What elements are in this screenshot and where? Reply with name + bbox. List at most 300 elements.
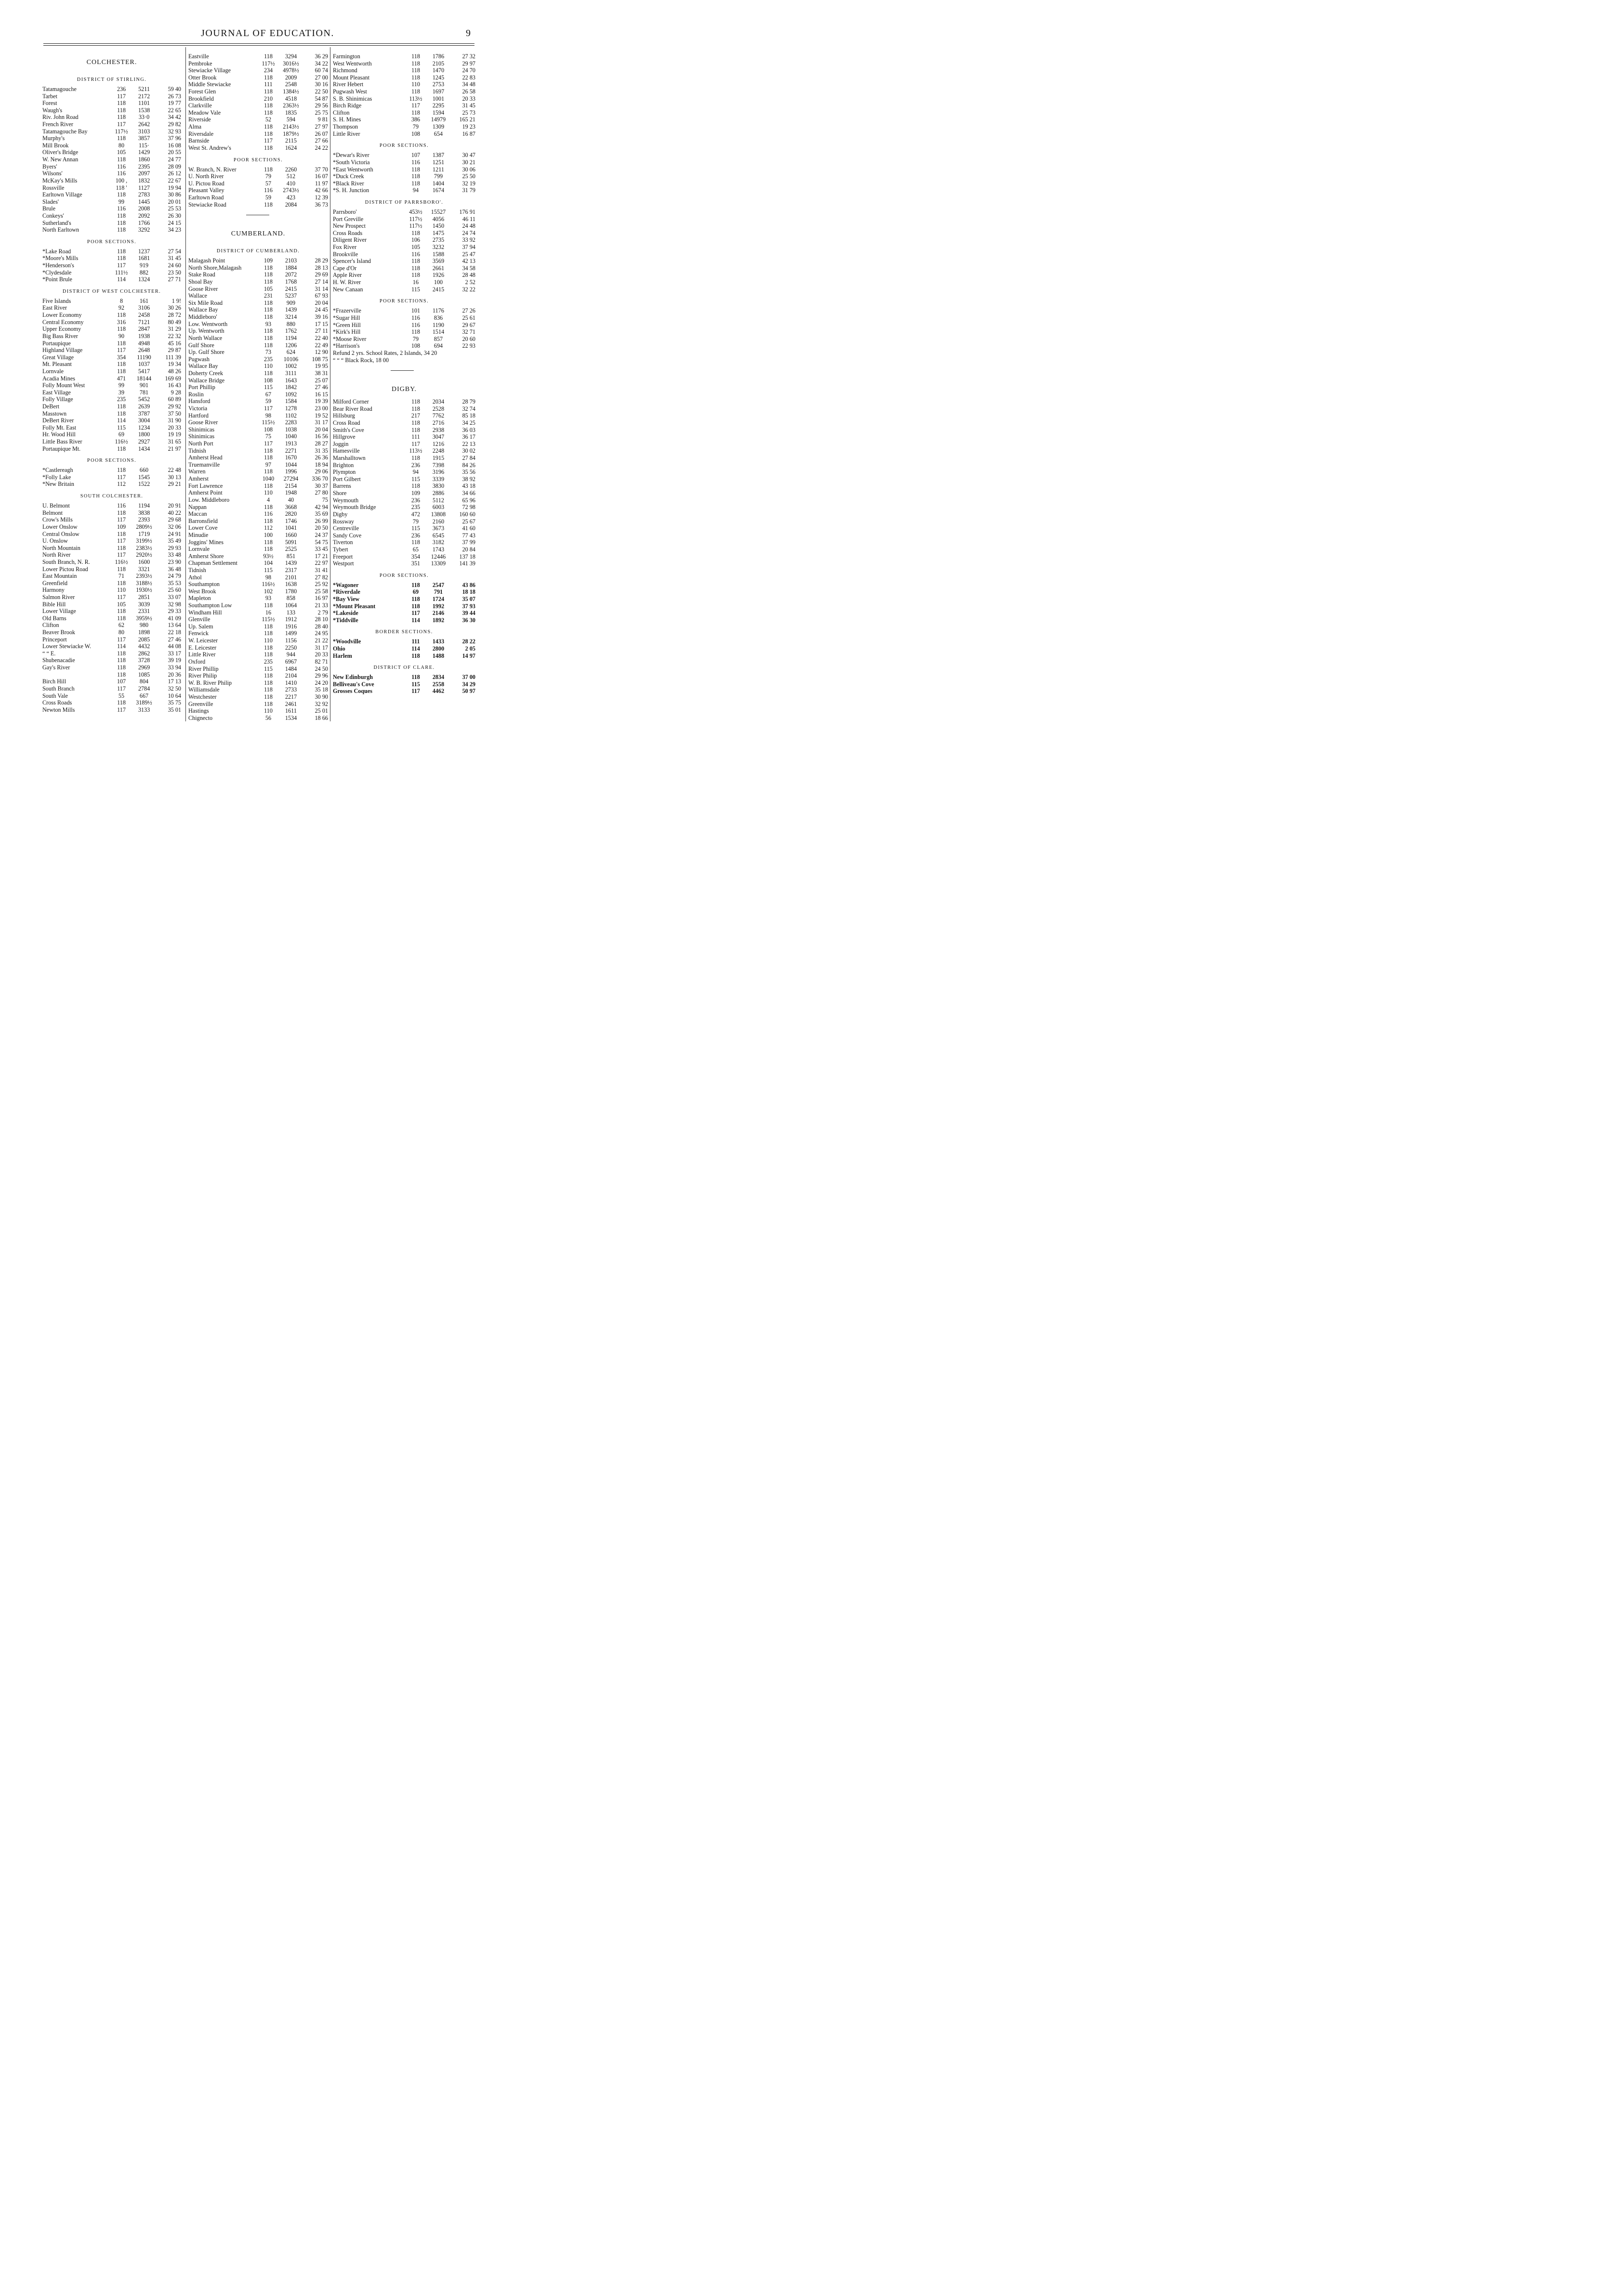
school-section-name: Port Phillip [188, 384, 215, 391]
days-taught: 62 [118, 622, 125, 629]
table-row [333, 455, 475, 462]
school-section-name: Cross Road [333, 419, 360, 426]
amount-paid: 17 21 [315, 552, 328, 560]
table-row [333, 222, 475, 230]
grand-total-days: 2271 [285, 447, 297, 454]
grand-total-days: 1545 [138, 473, 150, 481]
amount-paid: 20 04 [315, 426, 328, 433]
school-section-name: Rossville [42, 184, 65, 191]
school-section-name: Murphy's [42, 135, 65, 142]
grand-total-days: 851 [286, 552, 296, 560]
amount-paid: 30 13 [168, 473, 181, 481]
days-taught: 69 [412, 588, 419, 596]
table-row [188, 187, 328, 194]
amount-paid: 34 58 [462, 264, 475, 272]
amount-paid: 30 90 [315, 693, 328, 700]
table-row [42, 121, 181, 128]
school-section-name: *New Britain [42, 481, 75, 488]
days-taught: 118 [117, 657, 126, 664]
grand-total-days: 1176 [433, 307, 444, 314]
days-taught: 117 [117, 594, 126, 600]
grand-total-days: 1681 [138, 255, 150, 262]
grand-total-days: 1762 [285, 327, 297, 335]
school-section-name: Wallace [188, 292, 207, 300]
table-row [188, 363, 328, 370]
amount-paid: 141 39 [459, 560, 475, 567]
days-taught: 59 [265, 194, 272, 201]
table-row [333, 166, 475, 173]
grand-total-days: 857 [434, 335, 443, 342]
table-row [188, 292, 328, 300]
amount-paid: 29 96 [315, 672, 328, 679]
school-section-name: Greenfield [42, 579, 68, 587]
days-taught: 118 [264, 482, 273, 489]
county-heading: COLCHESTER. [86, 59, 137, 66]
days-taught: 235 [263, 355, 273, 363]
school-section-name: Doherty Creek [188, 369, 224, 377]
days-taught: 117½ [409, 222, 422, 230]
school-section-name: Diligent River [333, 236, 367, 244]
amount-paid: 27 97 [315, 123, 328, 130]
school-section-name: *East Wentworth [333, 166, 373, 173]
days-taught: 118 [117, 445, 126, 452]
amount-paid: 33 17 [168, 650, 181, 657]
grand-total-days: 1996 [285, 468, 297, 475]
days-taught: 118 ' [116, 184, 127, 191]
grand-total-days: 1102 [285, 412, 297, 419]
amount-paid: 9 81 [317, 116, 328, 123]
days-taught: 118 [264, 468, 273, 475]
days-taught: 80 [118, 142, 125, 149]
school-section-name: Chapman Settlement [188, 560, 237, 567]
section-heading: POOR SECTIONS. [87, 458, 137, 464]
refund-note: Refund 2 yrs. School Rates, 2 Islands, 34 20 [333, 349, 437, 356]
grand-total-days: 2295 [432, 102, 445, 109]
days-taught: 1040 [262, 475, 275, 483]
school-section-name: Victoria [188, 404, 208, 412]
days-taught: 108 [263, 377, 273, 384]
days-taught: 118 [264, 679, 273, 686]
grand-total-days: 1768 [285, 278, 297, 286]
grand-total-days: 1434 [138, 445, 150, 452]
amount-paid: 35 75 [168, 699, 181, 706]
page-header [0, 28, 535, 42]
school-section-name: Alma [188, 123, 202, 130]
amount-paid: 32 92 [315, 700, 328, 707]
grand-total-days: 2547 [432, 581, 445, 588]
table-row [188, 349, 328, 356]
grand-total-days: 1697 [432, 88, 445, 95]
grand-total-days: 3189½ [136, 699, 152, 706]
school-section-name: River Phillip [188, 665, 219, 672]
grand-total-days: 1670 [285, 454, 297, 461]
days-taught: 118 [117, 699, 126, 706]
table-row [188, 370, 328, 377]
grand-total-days: 15527 [431, 208, 446, 215]
amount-paid: 33 92 [462, 236, 475, 244]
table-row [42, 326, 181, 333]
school-section-name: Mt. Pleasant [42, 361, 72, 368]
days-taught: 118 [411, 258, 420, 265]
grand-total-days: 3292 [138, 226, 150, 234]
table-row [333, 173, 475, 180]
grand-total-days: 2834 [432, 674, 445, 681]
amount-paid: 21 22 [315, 637, 328, 644]
table-row [333, 236, 475, 244]
days-taught: 118 [264, 264, 273, 271]
days-taught: 236 [411, 461, 421, 469]
amount-paid: 33 48 [168, 551, 181, 559]
school-section-name: Up. Gulf Shore [188, 349, 224, 356]
school-section-name: Wallace Bay [188, 363, 218, 370]
school-section-name: South Branch, N. R. [42, 558, 90, 565]
amount-paid: 42 13 [462, 258, 475, 265]
amount-paid: 29 97 [462, 60, 475, 67]
grand-total-days: 4948 [138, 339, 150, 347]
school-section-name: Tybert [333, 546, 348, 553]
days-taught: 118 [411, 109, 420, 116]
amount-paid: 12 39 [315, 194, 328, 201]
grand-total-days: 3728 [138, 657, 150, 664]
school-section-name: Conkeys' [42, 212, 64, 219]
school-section-name: Central Onslow [42, 530, 79, 537]
days-taught: 109 [263, 257, 273, 264]
school-section-name: Amherst Head [188, 454, 223, 461]
amount-paid: 59 40 [168, 86, 181, 92]
days-taught: 79 [265, 173, 272, 180]
school-section-name: Harlem [333, 652, 352, 659]
table-row [333, 244, 475, 251]
days-taught: 118 [117, 361, 126, 368]
grand-total-days: 40 [288, 496, 294, 503]
school-section-name: Up. Salem [188, 623, 213, 630]
amount-paid: 29 33 [168, 608, 181, 615]
school-section-name: Port Greville [333, 215, 364, 222]
amount-paid: 16 97 [315, 595, 328, 602]
days-taught: 118 [264, 74, 273, 81]
grand-total-days: 1674 [432, 187, 445, 194]
table-row [188, 109, 328, 117]
grand-total-days: 1915 [432, 455, 445, 462]
days-taught: 107 [117, 678, 126, 685]
school-section-name: Brule [42, 205, 56, 212]
amount-paid: 16 07 [315, 173, 328, 180]
school-section-name: Mill Brook [42, 142, 69, 149]
school-section-name: Old Barns [42, 614, 66, 622]
amount-paid: 31 65 [168, 438, 181, 445]
table-row [42, 608, 181, 615]
grand-total-days: 7762 [432, 412, 445, 419]
table-row [188, 391, 328, 398]
amount-paid: 25 73 [462, 109, 475, 116]
amount-paid: 19 23 [462, 123, 475, 130]
table-row [188, 377, 328, 384]
school-section-name: DeBert River [42, 417, 74, 424]
grand-total-days: 3294 [285, 53, 297, 60]
grand-total-days: 2393½ [136, 573, 152, 580]
grand-total-days: 2716 [432, 419, 445, 426]
table-row [188, 116, 328, 123]
column-3 [333, 53, 475, 695]
days-taught: 105 [117, 149, 126, 156]
school-section-name: Centreville [333, 525, 359, 532]
table-row [42, 587, 181, 594]
days-taught: 102 [263, 587, 273, 595]
amount-paid: 30 37 [315, 482, 328, 489]
school-section-name: Athol [188, 574, 202, 581]
table-row [42, 170, 181, 177]
amount-paid: 31 17 [315, 419, 328, 426]
table-row [42, 685, 181, 692]
grand-total-days: 2753 [432, 81, 445, 88]
school-section-name: Southampton [188, 581, 220, 588]
amount-paid: 29 69 [315, 271, 328, 278]
table-row [333, 53, 475, 60]
school-section-name: W. New Annan [42, 156, 79, 163]
table-row [188, 67, 328, 74]
table-row [333, 328, 475, 336]
table-row [188, 609, 328, 616]
grand-total-days: 1190 [433, 321, 444, 328]
days-taught: 117 [117, 685, 126, 692]
days-taught: 210 [263, 95, 273, 102]
table-row [333, 180, 475, 187]
table-row [42, 212, 181, 220]
days-taught: 118 [117, 248, 126, 255]
amount-paid: 24 70 [462, 67, 475, 74]
school-section-name: Lower Stewiacke W. [42, 643, 92, 650]
grand-total-days: 161 [139, 297, 149, 304]
grand-total-days: 660 [139, 467, 149, 474]
table-row [188, 532, 328, 539]
school-section-name: Pugwash [188, 355, 210, 363]
days-taught: 109 [411, 490, 421, 497]
days-taught: 117 [117, 537, 126, 545]
grand-total-days: 2525 [285, 546, 297, 553]
days-taught: 118 [264, 538, 273, 546]
days-taught: 354 [411, 553, 421, 560]
table-row [188, 489, 328, 496]
school-section-name: “ “ E. [42, 650, 56, 657]
grand-total-days: 2862 [138, 650, 150, 657]
table-row [188, 701, 328, 708]
table-row [333, 230, 475, 237]
table-row [42, 657, 181, 664]
grand-total-days: 2034 [432, 398, 445, 405]
days-taught: 118 [264, 672, 273, 679]
school-section-name: Forest [42, 100, 57, 107]
amount-paid: 36 03 [462, 426, 475, 433]
table-row [188, 264, 328, 272]
school-section-name: *S. H. Junction [333, 187, 369, 194]
school-section-name: H. W. River [333, 279, 361, 286]
amount-paid: 25 60 [168, 587, 181, 594]
table-row [42, 403, 181, 410]
days-taught: 108 [411, 342, 421, 350]
grand-total-days: 1211 [433, 166, 444, 173]
grand-total-days: 2784 [138, 685, 150, 692]
amount-paid: 31 35 [315, 447, 328, 454]
amount-paid: 34 25 [462, 419, 475, 426]
school-section-name: Acadia Mines [42, 375, 76, 382]
table-row [188, 672, 328, 679]
grand-total-days: 410 [286, 180, 296, 187]
grand-total-days: 2809½ [136, 523, 152, 530]
school-section-name: Amherst Shore [188, 552, 224, 560]
days-taught: 118 [411, 166, 420, 173]
amount-paid: 22 49 [315, 341, 328, 349]
days-taught: 118 [117, 410, 126, 417]
grand-total-days: 1433 [432, 638, 445, 645]
school-section-name: Upper Economy [42, 326, 81, 333]
table-row [188, 81, 328, 88]
amount-paid: 16 87 [462, 130, 475, 137]
grand-total-days: 3787 [138, 410, 150, 417]
days-taught: 118 [411, 60, 420, 67]
school-section-name: McKay's Mills [42, 177, 78, 184]
school-section-name: Central Economy [42, 318, 84, 326]
amount-paid: 20 50 [315, 524, 328, 532]
days-taught: 115 [411, 475, 420, 483]
grand-total-days: 944 [286, 651, 296, 658]
amount-paid: 27 14 [315, 278, 328, 286]
amount-paid: 38 92 [462, 475, 475, 483]
amount-paid: 39 44 [462, 610, 475, 617]
table-row [188, 321, 328, 328]
table-row [42, 615, 181, 622]
table-row [42, 163, 181, 170]
grand-total-days: 3106 [138, 304, 150, 312]
days-taught: 118 [264, 102, 273, 109]
amount-paid: 27 80 [315, 489, 328, 496]
table-row [333, 525, 475, 532]
table-row [42, 354, 181, 361]
grand-total-days: 901 [139, 382, 149, 389]
amount-paid: 20 33 [462, 95, 475, 102]
days-taught: 115 [411, 680, 420, 688]
grand-total-days: 2639 [138, 403, 150, 410]
amount-paid: 21 33 [315, 602, 328, 609]
days-taught: 118 [411, 426, 420, 433]
days-taught: 110 [264, 489, 273, 496]
amount-paid: 22 97 [315, 560, 328, 567]
amount-paid: 48 26 [168, 367, 181, 375]
school-section-name: South Branch [42, 685, 75, 692]
grand-total-days: 1237 [138, 248, 150, 255]
school-section-name: Tidnish [188, 447, 206, 454]
grand-total-days: 1800 [138, 431, 150, 438]
school-section-name: Tarbet [42, 92, 57, 100]
grand-total-days: 3838 [138, 509, 150, 516]
table-row [333, 588, 475, 596]
amount-paid: 23 90 [168, 558, 181, 565]
table-row [333, 603, 475, 610]
table-row [42, 678, 181, 685]
grand-total-days: 2115 [285, 137, 297, 144]
days-taught: 116 [117, 170, 126, 177]
section-heading: DISTRICT OF STIRLING. [77, 77, 147, 82]
amount-paid: 28 10 [315, 616, 328, 623]
school-section-name: Highland Village [42, 347, 83, 354]
school-section-name: Shubenacadie [42, 657, 75, 664]
grand-total-days: 2217 [285, 693, 297, 700]
grand-total-days: 880 [286, 320, 296, 327]
days-taught: 117 [117, 636, 126, 643]
days-taught: 118 [411, 67, 420, 74]
days-taught: 100 , [115, 177, 128, 184]
amount-paid: 22 67 [168, 177, 181, 184]
grand-total-days: 3959½ [136, 614, 152, 622]
school-section-name: Amherst Point [188, 489, 223, 496]
table-row [188, 271, 328, 278]
days-taught: 113½ [409, 95, 422, 102]
days-taught: 116½ [115, 558, 128, 565]
amount-paid: 25 67 [462, 518, 475, 525]
grand-total-days: 4056 [432, 215, 445, 222]
amount-paid: 80 49 [168, 318, 181, 326]
table-row [42, 128, 181, 135]
table-row [42, 319, 181, 326]
grand-total-days: 3668 [285, 503, 297, 510]
amount-paid: 24 37 [315, 531, 328, 538]
school-section-name: North River [42, 551, 71, 559]
school-section-name: French River [42, 121, 73, 128]
school-section-name: Lornvale [42, 367, 64, 375]
school-section-name: Pleasant Valley [188, 187, 224, 194]
days-taught: 118 [411, 53, 420, 60]
days-taught: 316 [117, 318, 126, 326]
grand-total-days: 5417 [138, 367, 150, 375]
table-row [188, 300, 328, 307]
table-row [188, 623, 328, 630]
grand-total-days: 5112 [433, 496, 444, 504]
days-taught: 110 [117, 587, 126, 594]
table-row [42, 516, 181, 523]
grand-total-days: 1892 [432, 616, 445, 624]
table-row [333, 610, 475, 617]
school-section-name: Port Gilbert [333, 475, 361, 483]
days-taught: 109 [117, 523, 126, 530]
grand-total-days: 2283 [285, 419, 297, 426]
table-row [42, 664, 181, 671]
grand-total-days: 1384½ [283, 88, 299, 95]
days-taught: 118 [264, 369, 273, 377]
days-taught: 117½ [115, 128, 128, 135]
grand-total-days: 1470 [432, 67, 445, 74]
table-row [188, 257, 328, 264]
amount-paid: 26 36 [315, 454, 328, 461]
amount-paid: 18 66 [315, 714, 328, 721]
school-section-name: Hr. Wood Hill [42, 431, 76, 438]
table-row [333, 336, 475, 343]
amount-paid: 24 60 [168, 262, 181, 269]
amount-paid: 46 11 [462, 215, 475, 222]
grand-total-days: 1916 [285, 623, 297, 630]
grand-total-days: 2783 [138, 191, 150, 198]
days-taught: 115 [264, 384, 273, 391]
table-row [188, 194, 328, 201]
column-1 [42, 53, 181, 713]
amount-paid: 41 60 [462, 525, 475, 532]
school-section-name: Portaupique Mt. [42, 445, 81, 452]
days-taught: 118 [117, 367, 126, 375]
school-section-name: *Lakeside [333, 610, 358, 617]
amount-paid: 32 98 [168, 600, 181, 608]
grand-total-days: 1600 [138, 558, 150, 565]
days-taught: 113½ [409, 447, 422, 455]
school-section-name: East Village [42, 389, 71, 396]
grand-total-days: 1234 [138, 424, 150, 431]
